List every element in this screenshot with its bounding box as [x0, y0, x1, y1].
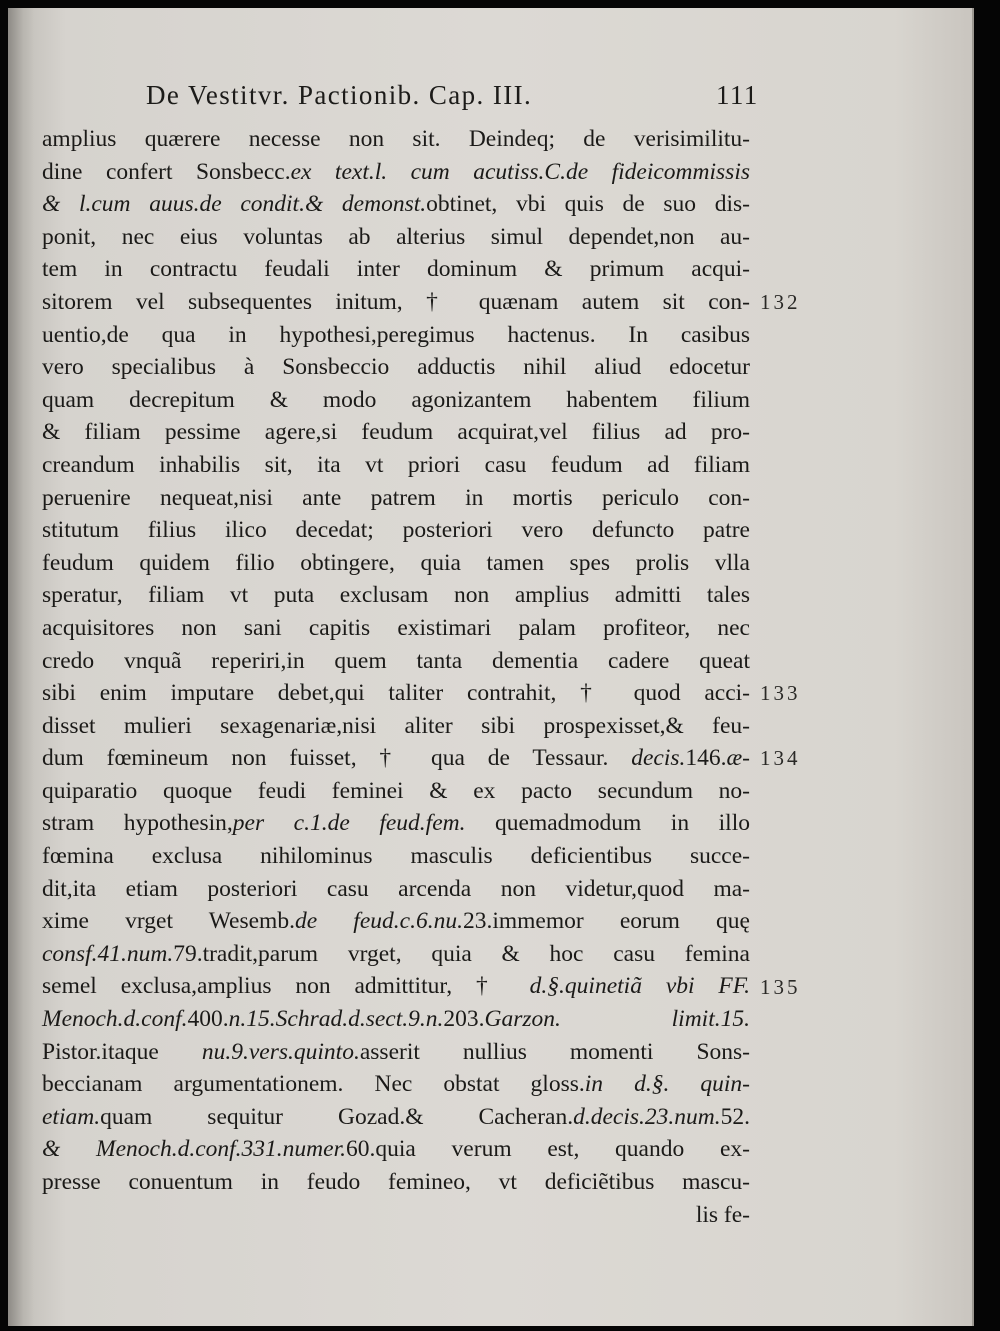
text-run: dine confert Sonsbecc.	[42, 158, 291, 185]
italic-citation: & Menoch.d.conf.331.numer.	[42, 1136, 346, 1163]
running-title: De Vestitvr. Pactionib. Cap. III.	[146, 80, 533, 110]
text-line	[42, 123, 750, 156]
text-line	[42, 1101, 750, 1134]
marginal-number: 134	[760, 746, 801, 771]
running-header	[146, 80, 758, 111]
italic-citation: d.decis.23.num.	[573, 1103, 721, 1130]
page-gutter-shadow	[8, 8, 34, 1326]
marginal-number: 132	[760, 290, 801, 314]
text-run: 203.	[443, 1006, 485, 1033]
italic-citation: n.15.Schrad.d.sect.9.n.	[228, 1006, 444, 1033]
text-run: asserit nullius momenti Sons-	[359, 1038, 750, 1065]
text-line	[42, 253, 750, 286]
text-line	[42, 645, 750, 678]
text-run: quiparatio quoque feudi feminei & ex pacto secundum no-	[42, 777, 750, 804]
italic-citation: æ-	[726, 745, 750, 772]
text-line	[42, 612, 750, 645]
italic-citation: nu.9.vers.quinto.	[201, 1038, 360, 1065]
text-run: xime vrget Wesemb.	[42, 908, 295, 935]
body-text	[42, 123, 750, 1231]
text-run: uentio,de qua in hypothesi,peregimus hactenus. In casibus	[42, 321, 750, 348]
text-line	[42, 188, 750, 221]
text-run: 23.immemor eorum quę	[462, 908, 750, 935]
text-run: presse conuentum in feudo femineo, vt deficiẽtibus mascu-	[42, 1169, 750, 1195]
text-run: & filiam pessime agere,si feudum acquirat,vel filius ad pro-	[42, 419, 750, 446]
text-line	[42, 579, 750, 612]
text-run: quam decrepitum & modo agonizantem habentem filium	[42, 386, 750, 413]
text-run: stitutum filius ilico decedat; posteriori vero defuncto patre	[42, 517, 750, 544]
text-run: 79.tradit,parum vrget, quia & hoc casu femina	[173, 940, 750, 967]
text-line	[42, 807, 750, 840]
text-line	[42, 384, 750, 417]
italic-citation: in d.§. quin-	[584, 1071, 750, 1098]
folio-number: 111	[716, 80, 759, 110]
text-line	[42, 1166, 750, 1199]
text-line	[42, 710, 750, 743]
text-line	[42, 449, 750, 482]
italic-citation: etiam.	[42, 1103, 101, 1130]
text-line	[42, 514, 750, 547]
text-line	[42, 351, 750, 384]
text-run: semel exclusa,amplius non admittitur, †	[42, 973, 530, 1000]
text-run: obtinet, vbi quis de suo dis-	[426, 191, 750, 218]
text-line	[42, 482, 750, 515]
text-line	[42, 547, 750, 580]
text-run: sibi enim imputare debet,qui taliter contrahit, † quod acci-	[42, 680, 750, 707]
italic-citation: d.§.quinetiã vbi FF.	[529, 973, 750, 1000]
text-run: amplius quærere necesse non sit. Deindeq; de verisimilitu-	[42, 126, 750, 152]
text-run: 146.	[685, 745, 727, 772]
text-line	[42, 1036, 750, 1069]
text-run: peruenire nequeat,nisi ante patrem in mortis periculo con-	[42, 484, 750, 511]
text-run: ponit, nec eius voluntas ab alterius simul dependet,non au-	[42, 223, 750, 250]
italic-citation: de feud.c.6.nu.	[294, 908, 463, 935]
text-run: credo vnquã reperiri,in quem tanta dementia cadere queat	[42, 647, 750, 674]
text-line	[42, 156, 750, 189]
text-line	[42, 905, 750, 938]
text-line	[42, 742, 750, 775]
text-run: dum fœmineum non fuisset, † qua de Tessaur.	[42, 745, 632, 772]
text-run: vero specialibus à Sonsbeccio adductis nihil aliud edocetur	[42, 354, 750, 381]
text-run: quam sequitur Gozad.& Cacheran.	[100, 1103, 574, 1130]
text-run: disset mulieri sexagenariæ,nisi aliter sibi prospexisset,& feu-	[42, 712, 750, 739]
text-run: fœmina exclusa nihilominus masculis deficientibus succe-	[42, 843, 750, 870]
text-line	[42, 221, 750, 254]
italic-citation: Garzon. limit.15.	[484, 1006, 750, 1033]
text-line	[42, 677, 750, 710]
text-line	[42, 1068, 750, 1101]
text-line	[42, 416, 750, 449]
text-run: quemadmodum in illo	[465, 810, 750, 837]
marginal-number: 135	[760, 974, 801, 999]
italic-citation: per c.1.de feud.fem.	[232, 810, 466, 837]
text-line	[42, 1003, 750, 1036]
text-run: dit,ita etiam posteriori casu arcenda non videtur,quod ma-	[42, 875, 750, 902]
text-run: 52.	[720, 1103, 750, 1130]
text-run: beccianam argumentationem. Nec obstat gloss.	[42, 1071, 585, 1098]
italic-citation: consf.41.num.	[42, 940, 174, 967]
text-run: feudum quidem filio obtingere, quia tamen spes prolis vlla	[42, 549, 750, 576]
italic-citation: & l.cum auus.de condit.& demonst.	[42, 191, 427, 218]
text-line	[42, 319, 750, 352]
text-run: 400.	[187, 1006, 229, 1033]
book-page	[8, 8, 974, 1326]
italic-citation: Menoch.d.conf.	[42, 1006, 188, 1033]
marginal-number: 133	[760, 681, 801, 706]
text-line	[42, 938, 750, 971]
text-run: creandum inhabilis sit, ita vt priori casu feudum ad filiam	[42, 451, 750, 478]
text-line	[42, 873, 750, 906]
text-run: sitorem vel subsequentes initum, † quænam autem sit con-	[42, 288, 750, 315]
text-run: acquisitores non sani capitis existimari palam profiteor, nec	[42, 614, 750, 641]
text-run: 60.quia verum est, quando ex-	[345, 1136, 750, 1163]
text-line	[42, 1199, 750, 1232]
italic-citation: decis.	[631, 745, 686, 772]
text-line	[42, 970, 750, 1003]
text-run: stram hypothesin,	[42, 810, 233, 837]
text-line	[42, 775, 750, 808]
italic-citation: ex text.l. cum acutiss.C.de fideicommissis	[290, 158, 750, 185]
text-run: Pistor.itaque	[42, 1038, 202, 1065]
text-line	[42, 840, 750, 873]
text-run: lis fe-	[695, 1201, 750, 1228]
text-run: speratur, filiam vt puta exclusam non amplius admitti tales	[42, 582, 750, 609]
text-line	[42, 286, 750, 319]
text-line	[42, 1133, 750, 1166]
text-run: tem in contractu feudali inter dominum & primum acqui-	[42, 256, 750, 283]
